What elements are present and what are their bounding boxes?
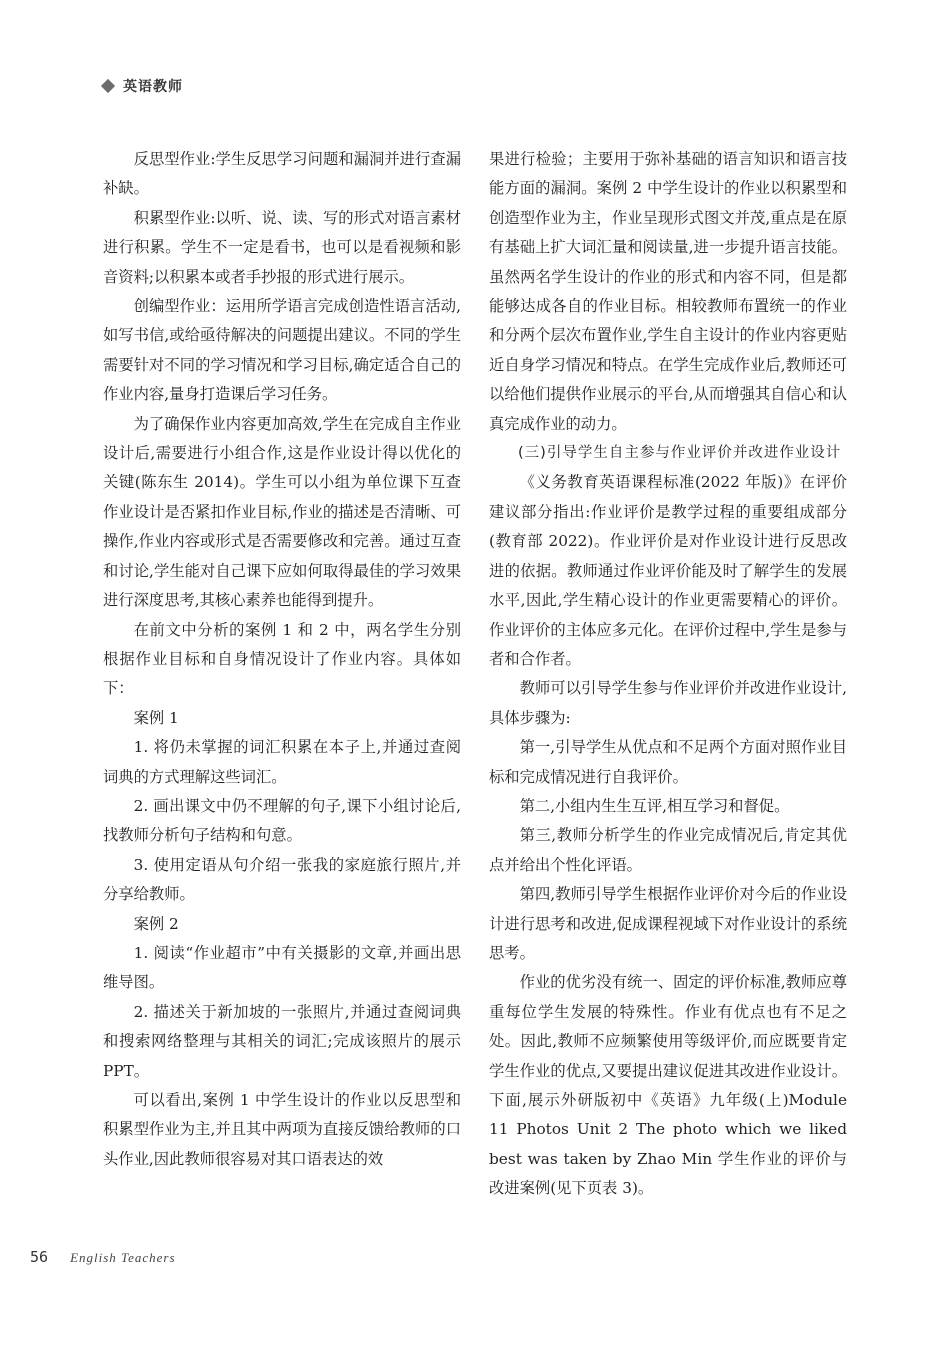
paragraph: 1. 将仍未掌握的词汇积累在本子上,并通过查阅词典的方式理解这些词汇。 [103, 738, 461, 786]
paragraph: 第二,小组内生生互评,相互学习和督促。 [519, 796, 790, 815]
paragraph: 为了确保作业内容更加高效,学生在完成自主作业设计后,需要进行小组合作,这是作业设计得以优化的关键(陈东生 2014)。学生可以小组为单位课下互查作业设计是否紧扣作业目标,作业的描述是否清晰、可操作,作业内容或形式是否需要修改和完善。通过互查和讨论,学生能对自己课下应如何取得最佳的学习效果进行深度思考,其核心素养也能得到提升。 [103, 414, 461, 610]
section-heading: (三)引导学生自主参与作业评价并改进作业设计 [518, 445, 842, 462]
paragraph: 作业的优劣没有统一、固定的评价标准,教师应尊重每位学生发展的特殊性。作业有优点也有不足之处。因此,教师不应频繁使用等级评价,而应既要肯定学生作业的优点,又要提出建议促进其改进作业设计。下面,展示外研版初中《英语》九年级(上)Module 11 Photos Unit 2 The photo which we liked best was taken by Zhao Min 学生作业的评价与改进案例(见下页表 3)。 [489, 973, 847, 1198]
paragraph: 教师可以引导学生参与作业评价并改进作业设计,具体步骤为: [489, 679, 847, 727]
journal-name: English Teachers [70, 1250, 176, 1265]
paragraph: 3. 使用定语从句介绍一张我的家庭旅行照片,并分享给教师。 [103, 855, 461, 904]
paragraph: 案例 1 [133, 708, 179, 727]
paragraph: 第四,教师引导学生根据作业评价对今后的作业设计进行思考和改进,促成课程视域下对作业设计的系统思考。 [489, 885, 847, 962]
paragraph: 积累型作业:以听、说、读、写的形式对语言素材进行积累。学生不一定是看书，也可以是看视频和影音资料;以积累本或者手抄报的形式进行展示。 [103, 208, 461, 286]
paragraph: 果进行检验；主要用于弥补基础的语言知识和语言技能方面的漏洞。案例 2 中学生设计的作业以积累型和创造型作业为主，作业呈现形式图文并茂,重点是在原有基础上扩大词汇量和阅读量,进一步提升语言技能。虽然两名学生设计的作业的形式和内容不同，但是都能够达成各自的作业目标。相较教师布置统一的作业和分两个层次布置作业,学生自主设计的作业内容更贴近自身学习情况和特点。在学生完成作业后,教师还可以给他们提供作业展示的平台,从而增强其自信心和认真完成作业的动力。 [489, 150, 847, 433]
left-column [103, 145, 461, 1174]
paragraph: 第三,教师分析学生的作业完成情况后,肯定其优点并给出个性化评语。 [489, 826, 847, 874]
paragraph: 第一,引导学生从优点和不足两个方面对照作业目标和完成情况进行自我评价。 [489, 738, 847, 786]
page-footer [30, 1248, 176, 1266]
right-column [489, 145, 847, 1204]
paragraph: 反思型作业:学生反思学习问题和漏洞并进行查漏补缺。 [103, 150, 461, 198]
paragraph: 1. 阅读“作业超市”中有关摄影的文章,并画出思维导图。 [103, 943, 461, 992]
running-header [103, 76, 183, 96]
paragraph: 《义务教育英语课程标准(2022 年版)》在评价建议部分指出:作业评价是教学过程的重要组成部分(教育部 2022)。作业评价是对作业设计进行反思改进的依据。教师通过作业评价能及时了解学生的发展水平,因此,学生精心设计的作业更需要精心的评价。作业评价的主体应多元化。在评价过程中,学生是参与者和合作者。 [489, 473, 847, 668]
paragraph: 2. 画出课文中仍不理解的句子,课下小组讨论后,找教师分析句子结构和句意。 [103, 796, 461, 845]
journal-header-title: 英语教师 [123, 79, 183, 95]
page-number: 56 [30, 1248, 49, 1266]
paragraph: 案例 2 [133, 914, 179, 933]
paragraph: 可以看出,案例 1 中学生设计的作业以反思型和积累型作业为主,并且其中两项为直接反馈给教师的口头作业,因此教师很容易对其口语表达的效 [103, 1091, 461, 1168]
paragraph: 2. 描述关于新加坡的一张照片,并通过查阅词典和搜索网络整理与其相关的词汇;完成该照片的展示 PPT。 [103, 1002, 461, 1080]
diamond-icon [101, 79, 115, 93]
paragraph: 在前文中分析的案例 1 和 2 中，两名学生分别根据作业目标和自身情况设计了作业内容。具体如下： [103, 620, 461, 698]
paragraph: 创编型作业：运用所学语言完成创造性语言活动,如写书信,或给亟待解决的问题提出建议。不同的学生需要针对不同的学习情况和学习目标,确定适合自己的作业内容,量身打造课后学习任务。 [103, 297, 461, 404]
